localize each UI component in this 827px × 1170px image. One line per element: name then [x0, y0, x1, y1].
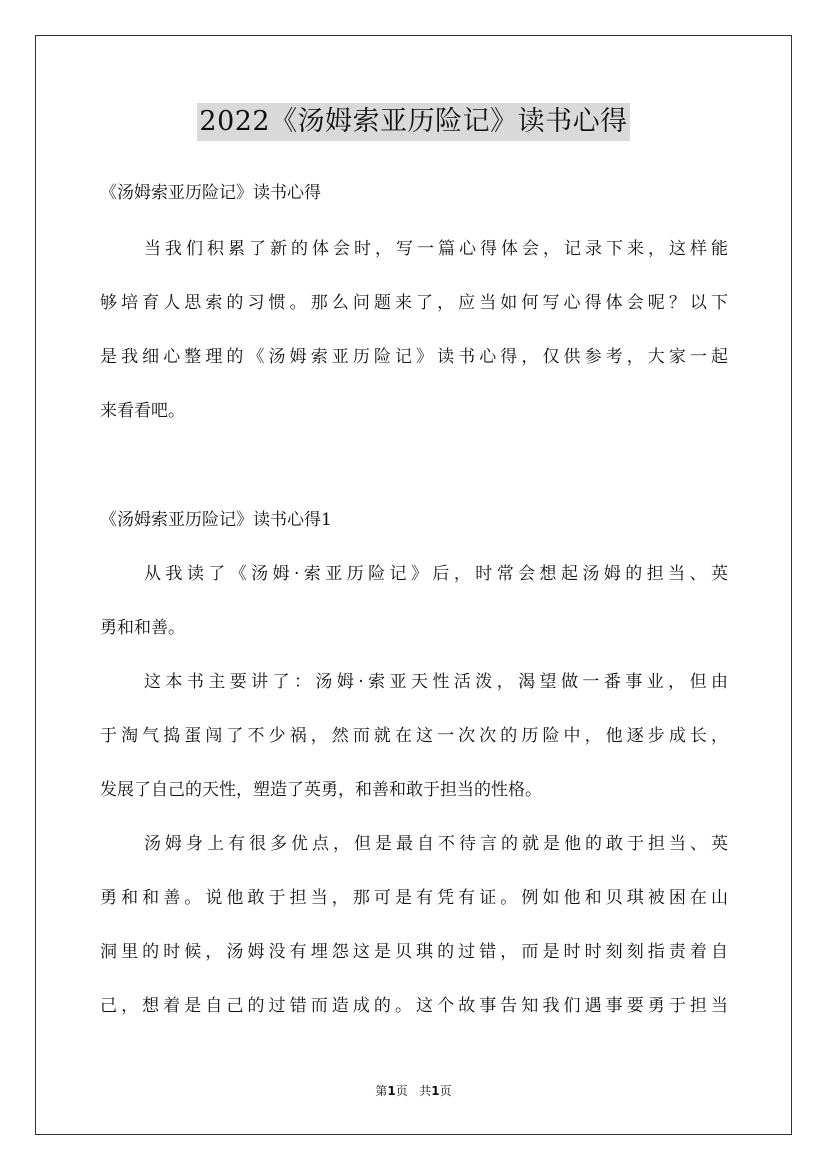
intro-line-3: 是我细心整理的《汤姆索亚历险记》读书心得，仅供参考，大家一起 — [100, 347, 728, 367]
para3-line-1: 汤姆身上有很多优点，但是最自不待言的就是他的敢于担当、英 — [144, 834, 728, 854]
section-heading: 《汤姆索亚历险记》读书心得1 — [100, 510, 332, 530]
intro-line-4: 来看看吧。 — [100, 401, 185, 421]
para3-line-2: 勇和和善。说他敢于担当，那可是有凭有证。例如他和贝琪被困在山 — [100, 888, 728, 908]
footer-total-prefix: 共 — [419, 1084, 432, 1098]
footer-page-suffix: 页 — [395, 1084, 408, 1098]
para2-line-3: 发展了自己的天性，塑造了英勇，和善和敢于担当的性格。 — [100, 780, 542, 800]
footer-total-suffix: 页 — [439, 1084, 452, 1098]
intro-line-1: 当我们积累了新的体会时，写一篇心得体会，记录下来，这样能 — [144, 239, 728, 259]
intro-line-2: 够培育人思索的习惯。那么问题来了，应当如何写心得体会呢？以下 — [100, 293, 728, 313]
para1-line-1: 从我读了《汤姆·索亚历险记》后，时常会想起汤姆的担当、英 — [144, 564, 728, 584]
para1-line-2: 勇和和善。 — [100, 618, 185, 638]
title-container — [0, 103, 827, 141]
page-footer — [0, 1083, 827, 1099]
para2-line-1: 这本书主要讲了：汤姆·索亚天性活泼，渴望做一番事业，但由 — [144, 672, 728, 692]
para3-line-3: 洞里的时候，汤姆没有埋怨这是贝琪的过错，而是时时刻刻指责着自 — [100, 942, 728, 962]
subtitle: 《汤姆索亚历险记》读书心得 — [100, 183, 321, 203]
footer-page-current: 1 — [387, 1084, 396, 1098]
footer-total-pages: 1 — [431, 1084, 440, 1098]
para3-line-4: 己，想着是自己的过错而造成的。这个故事告知我们遇事要勇于担当 — [100, 996, 728, 1016]
para2-line-2: 于淘气捣蛋闯了不少祸，然而就在这一次次的历险中，他逐步成长， — [100, 726, 728, 746]
document-title: 2022《汤姆索亚历险记》读书心得 — [197, 103, 629, 141]
footer-page-prefix: 第 — [375, 1084, 388, 1098]
